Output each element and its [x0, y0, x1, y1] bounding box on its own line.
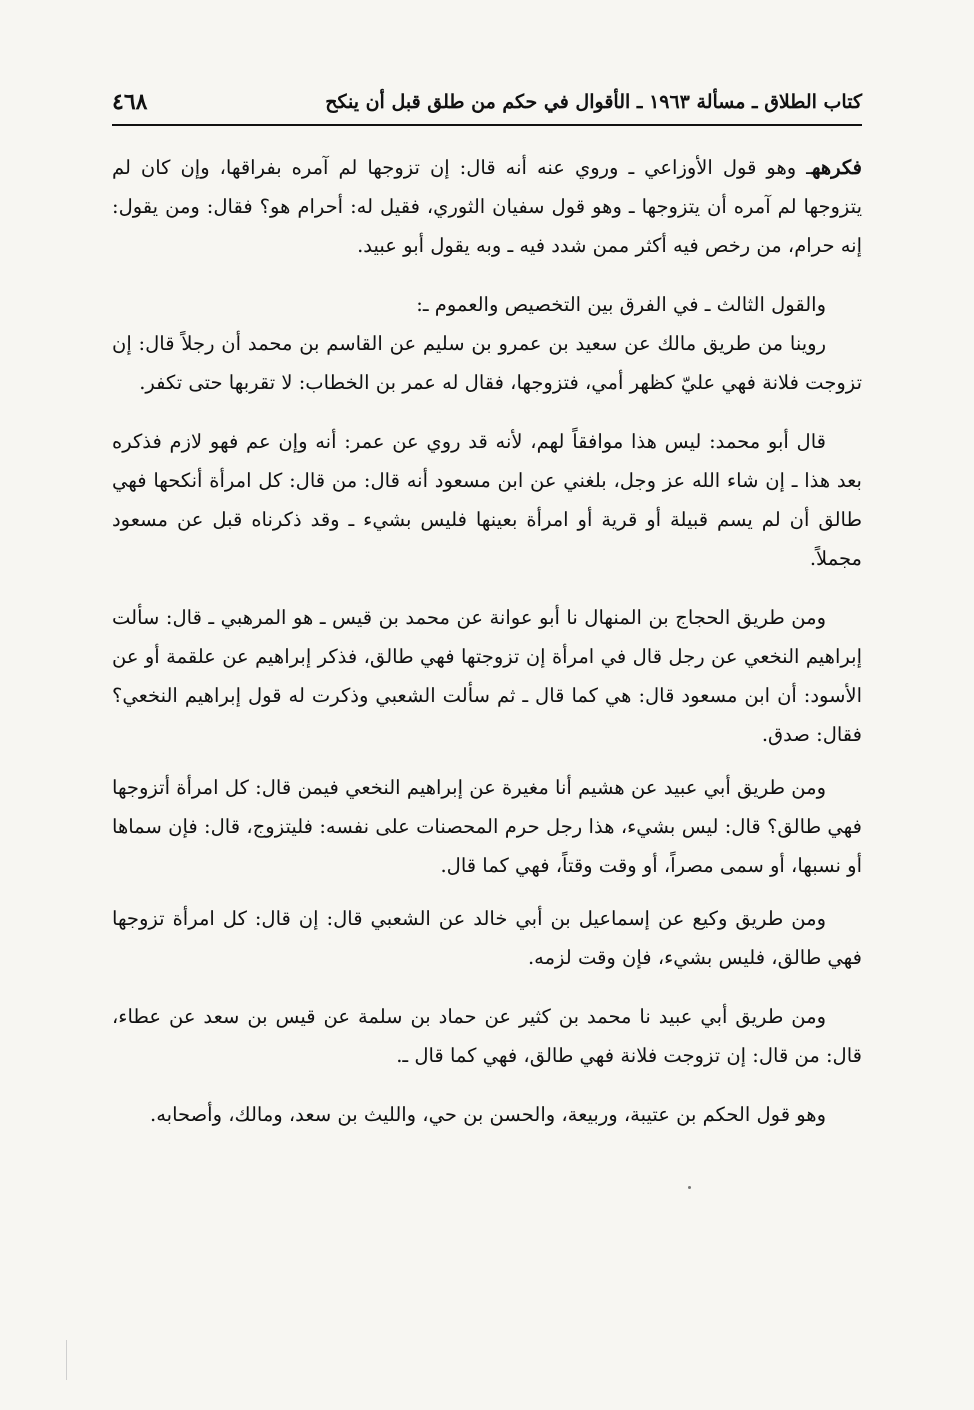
paragraph-2: والقول الثالث ـ في الفرق بين التخصيص والعموم ـ: — [416, 293, 826, 316]
page-number: ٤٦٨ — [112, 89, 148, 115]
paragraph-lead-word: فكرهه — [811, 156, 862, 179]
paragraph-4: قال أبو محمد: ليس هذا موافقاً لهم، لأنه قد روي عن عمر: أنه وإن عم فهو لازم فذكره بعد هذا ـ إن شاء الله عز وجل، بلغني عن ابن مسعود أنه قال: من قال: كل امرأة أنكحها فهي طالق أن لم يسم قبيلة أو قرية أو امرأة بعينها فليس بشيء ـ وقد ذكرناه قبل عن مسعود مجملاً. — [112, 430, 862, 570]
page-body — [112, 148, 862, 1134]
paragraph-6: ومن طريق أبي عبيد عن هشيم أنا مغيرة عن إبراهيم النخعي فيمن قال: كل امرأة أتزوجها فهي طالق؟ قال: ليس بشيء، هذا رجل حرم المحصنات على نفسه: فليتزوج، قال: فإن سماها أو نسبها، أو سمى مصراً، أو وقت وقتاً، فهي كما قال. — [112, 776, 862, 877]
paragraph-8: ومن طريق أبي عبيد نا محمد بن كثير عن حماد بن سلمة عن قيس بن سعد عن عطاء، قال: من قال: إن تزوجت فلانة فهي طالق، فهي كما قال ـ. — [112, 1005, 862, 1067]
page-header — [112, 80, 862, 126]
paragraph-9: وهو قول الحكم بن عتيبة، وربيعة، والحسن بن حي، والليث بن سعد، ومالك، وأصحابه. — [150, 1103, 826, 1126]
running-title: كتاب الطلاق ـ مسألة ١٩٦٣ ـ الأقوال في حكم من طلق قبل أن ينكح — [325, 91, 862, 113]
paragraph-7: ومن طريق وكيع عن إسماعيل بن أبي خالد عن الشعبي قال: إن قال: كل امرأة تزوجها فهي طالق، فليس بشيء، فإن وقت لزمه. — [112, 907, 862, 969]
paragraph-5: ومن طريق الحجاج بن المنهال نا أبو عوانة عن محمد بن قيس ـ هو المرهبي ـ قال: سألت إبراهيم النخعي عن رجل قال في امرأة إن تزوجتها فهي طالق، فذكر إبراهيم عن علقمة أو عن الأسود: أن ابن مسعود قال: هي كما قال ـ ثم سألت الشعبي وذكرت له قول إبراهيم النخعي؟ فقال: صدق. — [112, 606, 862, 746]
paragraph-1 — [112, 148, 862, 265]
paragraph-3: روينا من طريق مالك عن سعيد بن عمرو بن سليم عن القاسم بن محمد أن رجلاً قال: إن تزوجت فلانة فهي عليّ كظهر أمي، فتزوجها، فقال له عمر بن الخطاب: لا تقربها حتى تكفر. — [112, 332, 862, 394]
scan-speck — [688, 1186, 691, 1189]
paragraph-1-text: ـ وهو قول الأوزاعي ـ وروي عنه أنه قال: إن تزوجها لم آمره بفراقها، وإن كان لم يتزوجها لم آمره أن يتزوجها ـ وهو قول سفيان الثوري، فقيل له: أحرام هو؟ فقال: ومن يقول: إنه حرام، من رخص فيه أكثر ممن شدد فيه ـ وبه يقول أبو عبيد. — [112, 156, 862, 257]
scan-margin-line — [66, 1340, 67, 1380]
